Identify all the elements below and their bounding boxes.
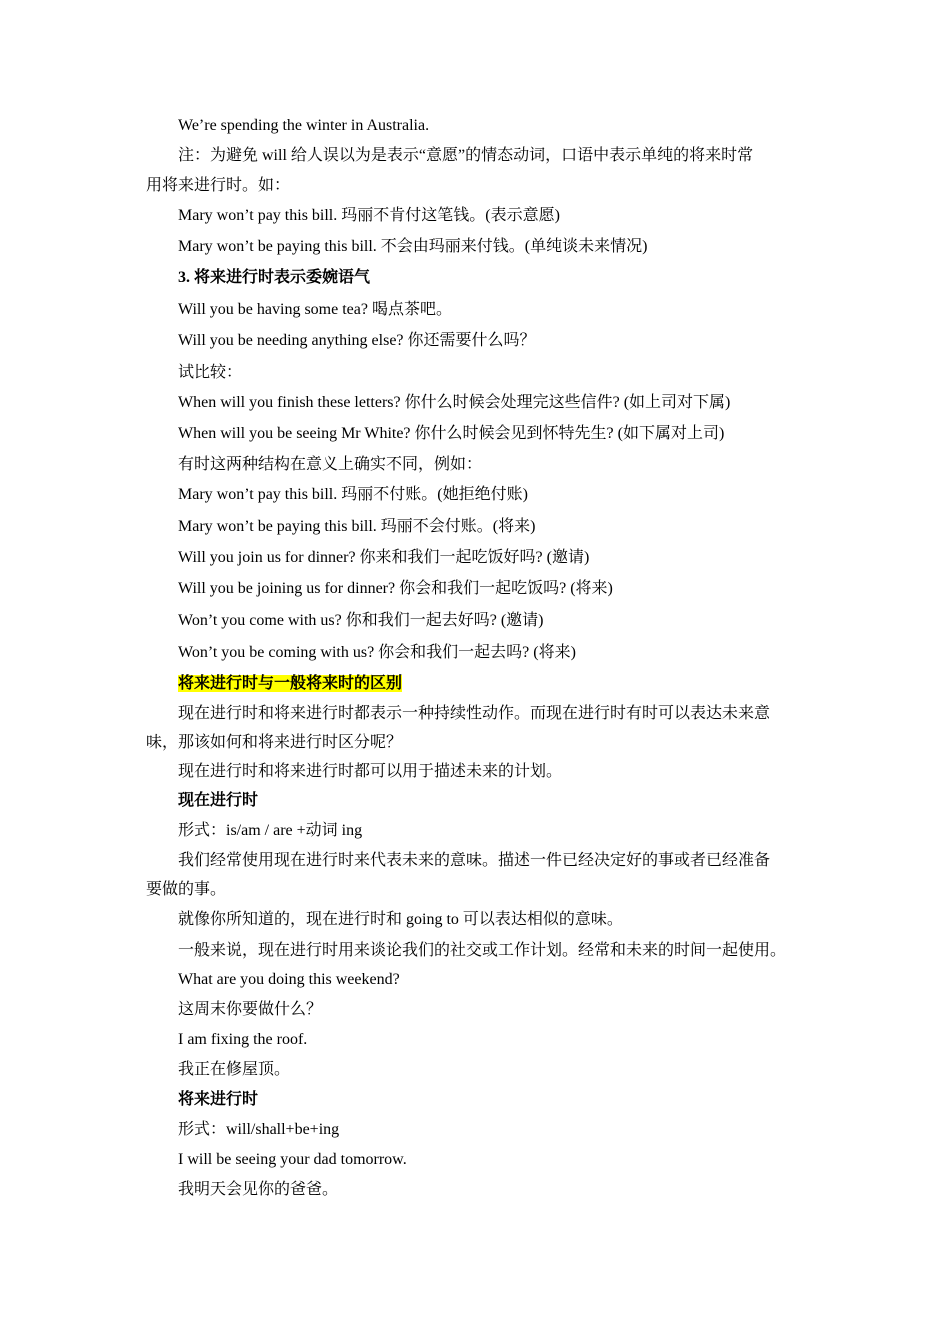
example-sentence: Will you be having some tea? 喝点茶吧。: [178, 301, 452, 318]
example-sentence: I will be seeing your dad tomorrow.: [178, 1151, 407, 1168]
example-sentence: Will you be joining us for dinner? 你会和我们一起吃饭吗? (将来): [178, 580, 613, 597]
example-sentence: I am fixing the roof.: [178, 1031, 308, 1048]
example-sentence: When will you finish these letters? 你什么时候会处理完这些信件? (如上司对下属): [178, 394, 731, 411]
example-sentence: When will you be seeing Mr White? 你什么时候会见到怀特先生? (如下属对上司): [178, 425, 725, 442]
paragraph-line-2: 要做的事。: [146, 881, 227, 898]
translation: 我正在修屋顶。: [178, 1061, 291, 1078]
section-heading: 现在进行时: [178, 792, 259, 809]
translation: 这周末你要做什么？: [178, 1001, 323, 1018]
paragraph-line-1: 现在进行时和将来进行时都表示一种持续性动作。而现在进行时有时可以表达未来意: [178, 705, 771, 722]
example-sentence: Won’t you be coming with us? 你会和我们一起去吗? (将来): [178, 644, 576, 661]
example-sentence: Mary won’t be paying this bill. 不会由玛丽来付钱。(单纯谈未来情况): [178, 238, 648, 255]
note-line-1: 注：为避免 will 给人误以为是表示“意愿”的情态动词，口语中表示单纯的将来时常: [178, 147, 754, 164]
paragraph: 就像你所知道的，现在进行时和 going to 可以表达相似的意味。: [178, 911, 623, 928]
section-heading: 3. 将来进行时表示委婉语气: [178, 269, 371, 286]
example-sentence: Mary won’t pay this bill. 玛丽不肯付这笔钱。(表示意愿): [178, 207, 560, 224]
paragraph-line-1: 我们经常使用现在进行时来代表未来的意味。描述一件已经决定好的事或者已经准备: [178, 852, 771, 869]
note-line-2: 用将来进行时。如：: [146, 177, 291, 194]
highlighted-heading-text: 将来进行时与一般将来时的区别: [178, 675, 403, 692]
paragraph: [146, 851, 806, 900]
section-heading: 将来进行时: [178, 1091, 259, 1108]
highlighted-heading: [178, 674, 402, 694]
example-sentence: Won’t you come with us? 你和我们一起去好吗? (邀请): [178, 612, 544, 629]
note-paragraph: [146, 146, 806, 196]
example-sentence: Will you be needing anything else? 你还需要什么吗？: [178, 332, 536, 349]
paragraph: 有时这两种结构在意义上确实不同，例如：: [178, 456, 483, 473]
paragraph: [146, 704, 806, 753]
paragraph: 现在进行时和将来进行时都可以用于描述未来的计划。: [178, 763, 563, 780]
example-sentence: Mary won’t be paying this bill. 玛丽不会付账。(将来): [178, 518, 536, 535]
compare-label: 试比较：: [178, 364, 243, 381]
paragraph-line-2: 味，那该如何和将来进行时区分呢？: [146, 734, 403, 751]
example-sentence: Mary won’t pay this bill. 玛丽不付账。(她拒绝付账): [178, 486, 528, 503]
form-formula: 形式：will/shall+be+ing: [178, 1121, 340, 1138]
example-sentence: We’re spending the winter in Australia.: [178, 117, 430, 134]
paragraph: 一般来说，现在进行时用来谈论我们的社交或工作计划。经常和未来的时间一起使用。: [178, 942, 787, 959]
example-sentence: Will you join us for dinner? 你来和我们一起吃饭好吗? (邀请): [178, 549, 590, 566]
form-formula: 形式：is/am / are +动词 ing: [178, 822, 363, 839]
example-sentence: What are you doing this weekend?: [178, 971, 400, 988]
translation: 我明天会见你的爸爸。: [178, 1181, 339, 1198]
